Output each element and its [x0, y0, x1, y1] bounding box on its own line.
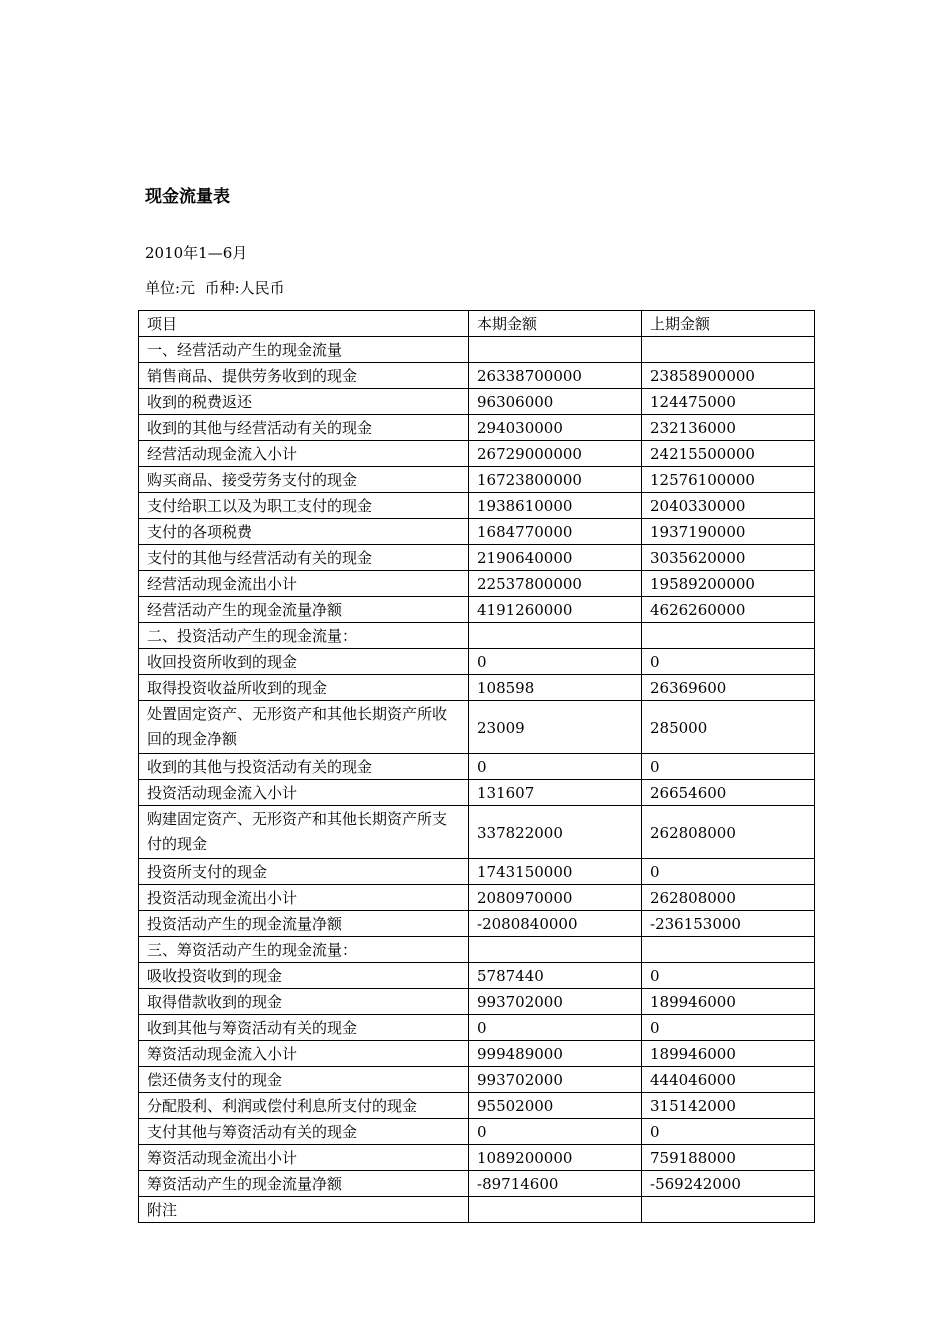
table-row — [139, 1015, 815, 1041]
header-current-amount: 本期金额 — [469, 311, 642, 337]
table-row — [139, 1197, 815, 1223]
cash-flow-table — [138, 310, 815, 1223]
row-current-amount-cell: 2080970000 — [469, 885, 642, 911]
table-row — [139, 885, 815, 911]
row-previous-amount-cell: 19589200000 — [642, 571, 815, 597]
row-previous-amount-cell: 12576100000 — [642, 467, 815, 493]
row-current-amount-cell: 4191260000 — [469, 597, 642, 623]
row-previous-amount-cell: 262808000 — [642, 806, 815, 859]
table-row — [139, 571, 815, 597]
row-previous-amount-cell: 285000 — [642, 701, 815, 754]
row-current-amount-cell: 22537800000 — [469, 571, 642, 597]
table-row — [139, 519, 815, 545]
row-previous-amount-cell: 262808000 — [642, 885, 815, 911]
row-current-amount-cell: 95502000 — [469, 1093, 642, 1119]
row-current-amount-cell: 993702000 — [469, 989, 642, 1015]
row-current-amount-cell: 26338700000 — [469, 363, 642, 389]
table-row — [139, 701, 815, 754]
row-item-cell: 收到其他与筹资活动有关的现金 — [139, 1015, 469, 1041]
row-item-cell: 附注 — [139, 1197, 469, 1223]
row-current-amount-cell: 337822000 — [469, 806, 642, 859]
row-previous-amount-cell: -569242000 — [642, 1171, 815, 1197]
reporting-period: 2010年1—6月 — [145, 244, 248, 262]
table-row — [139, 545, 815, 571]
row-current-amount-cell — [469, 937, 642, 963]
row-item-cell: 经营活动现金流出小计 — [139, 571, 469, 597]
row-item-cell: 支付的各项税费 — [139, 519, 469, 545]
row-current-amount-cell: -2080840000 — [469, 911, 642, 937]
row-item-cell: 筹资活动现金流出小计 — [139, 1145, 469, 1171]
table-row — [139, 780, 815, 806]
row-item-cell: 三、筹资活动产生的现金流量： — [139, 937, 469, 963]
row-current-amount-cell: 26729000000 — [469, 441, 642, 467]
table-row — [139, 754, 815, 780]
row-current-amount-cell: 1938610000 — [469, 493, 642, 519]
table-row — [139, 337, 815, 363]
row-item-cell: 经营活动产生的现金流量净额 — [139, 597, 469, 623]
table-row — [139, 493, 815, 519]
row-current-amount-cell: 999489000 — [469, 1041, 642, 1067]
row-previous-amount-cell: 124475000 — [642, 389, 815, 415]
row-item-cell: 分配股利、利润或偿付利息所支付的现金 — [139, 1093, 469, 1119]
row-previous-amount-cell — [642, 1197, 815, 1223]
table-row — [139, 1093, 815, 1119]
table-row — [139, 467, 815, 493]
table-row — [139, 1041, 815, 1067]
row-item-cell: 收回投资所收到的现金 — [139, 649, 469, 675]
row-previous-amount-cell: 26369600 — [642, 675, 815, 701]
row-previous-amount-cell — [642, 337, 815, 363]
document-title: 现金流量表 — [145, 187, 230, 207]
row-previous-amount-cell: 759188000 — [642, 1145, 815, 1171]
row-current-amount-cell — [469, 623, 642, 649]
table-row — [139, 806, 815, 859]
header-previous-amount: 上期金额 — [642, 311, 815, 337]
row-item-cell: 收到的其他与投资活动有关的现金 — [139, 754, 469, 780]
row-previous-amount-cell: 3035620000 — [642, 545, 815, 571]
row-current-amount-cell: 23009 — [469, 701, 642, 754]
row-current-amount-cell: 1089200000 — [469, 1145, 642, 1171]
table-row — [139, 675, 815, 701]
row-current-amount-cell: 1743150000 — [469, 859, 642, 885]
row-current-amount-cell: -89714600 — [469, 1171, 642, 1197]
row-previous-amount-cell: 232136000 — [642, 415, 815, 441]
row-current-amount-cell: 96306000 — [469, 389, 642, 415]
row-item-cell: 支付给职工以及为职工支付的现金 — [139, 493, 469, 519]
table-row — [139, 963, 815, 989]
row-previous-amount-cell: 0 — [642, 649, 815, 675]
row-item-cell: 支付的其他与经营活动有关的现金 — [139, 545, 469, 571]
row-previous-amount-cell: 189946000 — [642, 989, 815, 1015]
row-item-cell: 二、投资活动产生的现金流量： — [139, 623, 469, 649]
unit-currency-line: 单位:元 币种:人民币 — [145, 279, 285, 297]
row-previous-amount-cell: 0 — [642, 754, 815, 780]
row-previous-amount-cell: 0 — [642, 1119, 815, 1145]
table-header — [139, 311, 815, 337]
row-item-cell: 投资活动产生的现金流量净额 — [139, 911, 469, 937]
row-current-amount-cell: 0 — [469, 1119, 642, 1145]
table-row — [139, 649, 815, 675]
row-previous-amount-cell — [642, 623, 815, 649]
row-current-amount-cell: 0 — [469, 754, 642, 780]
row-item-cell: 支付其他与筹资活动有关的现金 — [139, 1119, 469, 1145]
row-current-amount-cell: 131607 — [469, 780, 642, 806]
table-row — [139, 597, 815, 623]
row-item-cell: 购买商品、接受劳务支付的现金 — [139, 467, 469, 493]
table-row — [139, 937, 815, 963]
row-item-cell: 偿还债务支付的现金 — [139, 1067, 469, 1093]
row-item-cell: 投资活动现金流入小计 — [139, 780, 469, 806]
table-row — [139, 1067, 815, 1093]
row-previous-amount-cell: 24215500000 — [642, 441, 815, 467]
row-item-cell: 购建固定资产、无形资产和其他长期资产所支付的现金 — [139, 806, 469, 859]
row-item-cell: 处置固定资产、无形资产和其他长期资产所收回的现金净额 — [139, 701, 469, 754]
row-item-cell: 吸收投资收到的现金 — [139, 963, 469, 989]
table-row — [139, 1145, 815, 1171]
row-current-amount-cell: 16723800000 — [469, 467, 642, 493]
header-item: 项目 — [139, 311, 469, 337]
row-previous-amount-cell: 0 — [642, 1015, 815, 1041]
table-row — [139, 415, 815, 441]
row-current-amount-cell — [469, 337, 642, 363]
row-item-cell: 一、经营活动产生的现金流量 — [139, 337, 469, 363]
row-current-amount-cell: 993702000 — [469, 1067, 642, 1093]
row-current-amount-cell — [469, 1197, 642, 1223]
row-previous-amount-cell: 26654600 — [642, 780, 815, 806]
table-row — [139, 441, 815, 467]
row-item-cell: 投资活动现金流出小计 — [139, 885, 469, 911]
row-previous-amount-cell — [642, 937, 815, 963]
row-previous-amount-cell: 315142000 — [642, 1093, 815, 1119]
row-current-amount-cell: 1684770000 — [469, 519, 642, 545]
table-row — [139, 989, 815, 1015]
row-previous-amount-cell: 1937190000 — [642, 519, 815, 545]
row-previous-amount-cell: 4626260000 — [642, 597, 815, 623]
row-current-amount-cell: 2190640000 — [469, 545, 642, 571]
row-item-cell: 筹资活动现金流入小计 — [139, 1041, 469, 1067]
row-current-amount-cell: 0 — [469, 1015, 642, 1041]
header-row — [139, 311, 815, 337]
row-item-cell: 收到的税费返还 — [139, 389, 469, 415]
row-previous-amount-cell: 444046000 — [642, 1067, 815, 1093]
table-row — [139, 859, 815, 885]
table-row — [139, 911, 815, 937]
row-previous-amount-cell: 0 — [642, 963, 815, 989]
row-previous-amount-cell: 189946000 — [642, 1041, 815, 1067]
row-item-cell: 取得借款收到的现金 — [139, 989, 469, 1015]
row-item-cell: 筹资活动产生的现金流量净额 — [139, 1171, 469, 1197]
row-current-amount-cell: 5787440 — [469, 963, 642, 989]
table-body — [139, 337, 815, 1223]
row-previous-amount-cell: 0 — [642, 859, 815, 885]
row-item-cell: 投资所支付的现金 — [139, 859, 469, 885]
row-item-cell: 收到的其他与经营活动有关的现金 — [139, 415, 469, 441]
row-item-cell: 经营活动现金流入小计 — [139, 441, 469, 467]
row-previous-amount-cell: 2040330000 — [642, 493, 815, 519]
table-row — [139, 1119, 815, 1145]
row-current-amount-cell: 0 — [469, 649, 642, 675]
row-item-cell: 取得投资收益所收到的现金 — [139, 675, 469, 701]
row-item-cell: 销售商品、提供劳务收到的现金 — [139, 363, 469, 389]
row-current-amount-cell: 294030000 — [469, 415, 642, 441]
table-row — [139, 1171, 815, 1197]
row-previous-amount-cell: -236153000 — [642, 911, 815, 937]
row-current-amount-cell: 108598 — [469, 675, 642, 701]
row-previous-amount-cell: 23858900000 — [642, 363, 815, 389]
table-row — [139, 623, 815, 649]
table-row — [139, 363, 815, 389]
table-row — [139, 389, 815, 415]
